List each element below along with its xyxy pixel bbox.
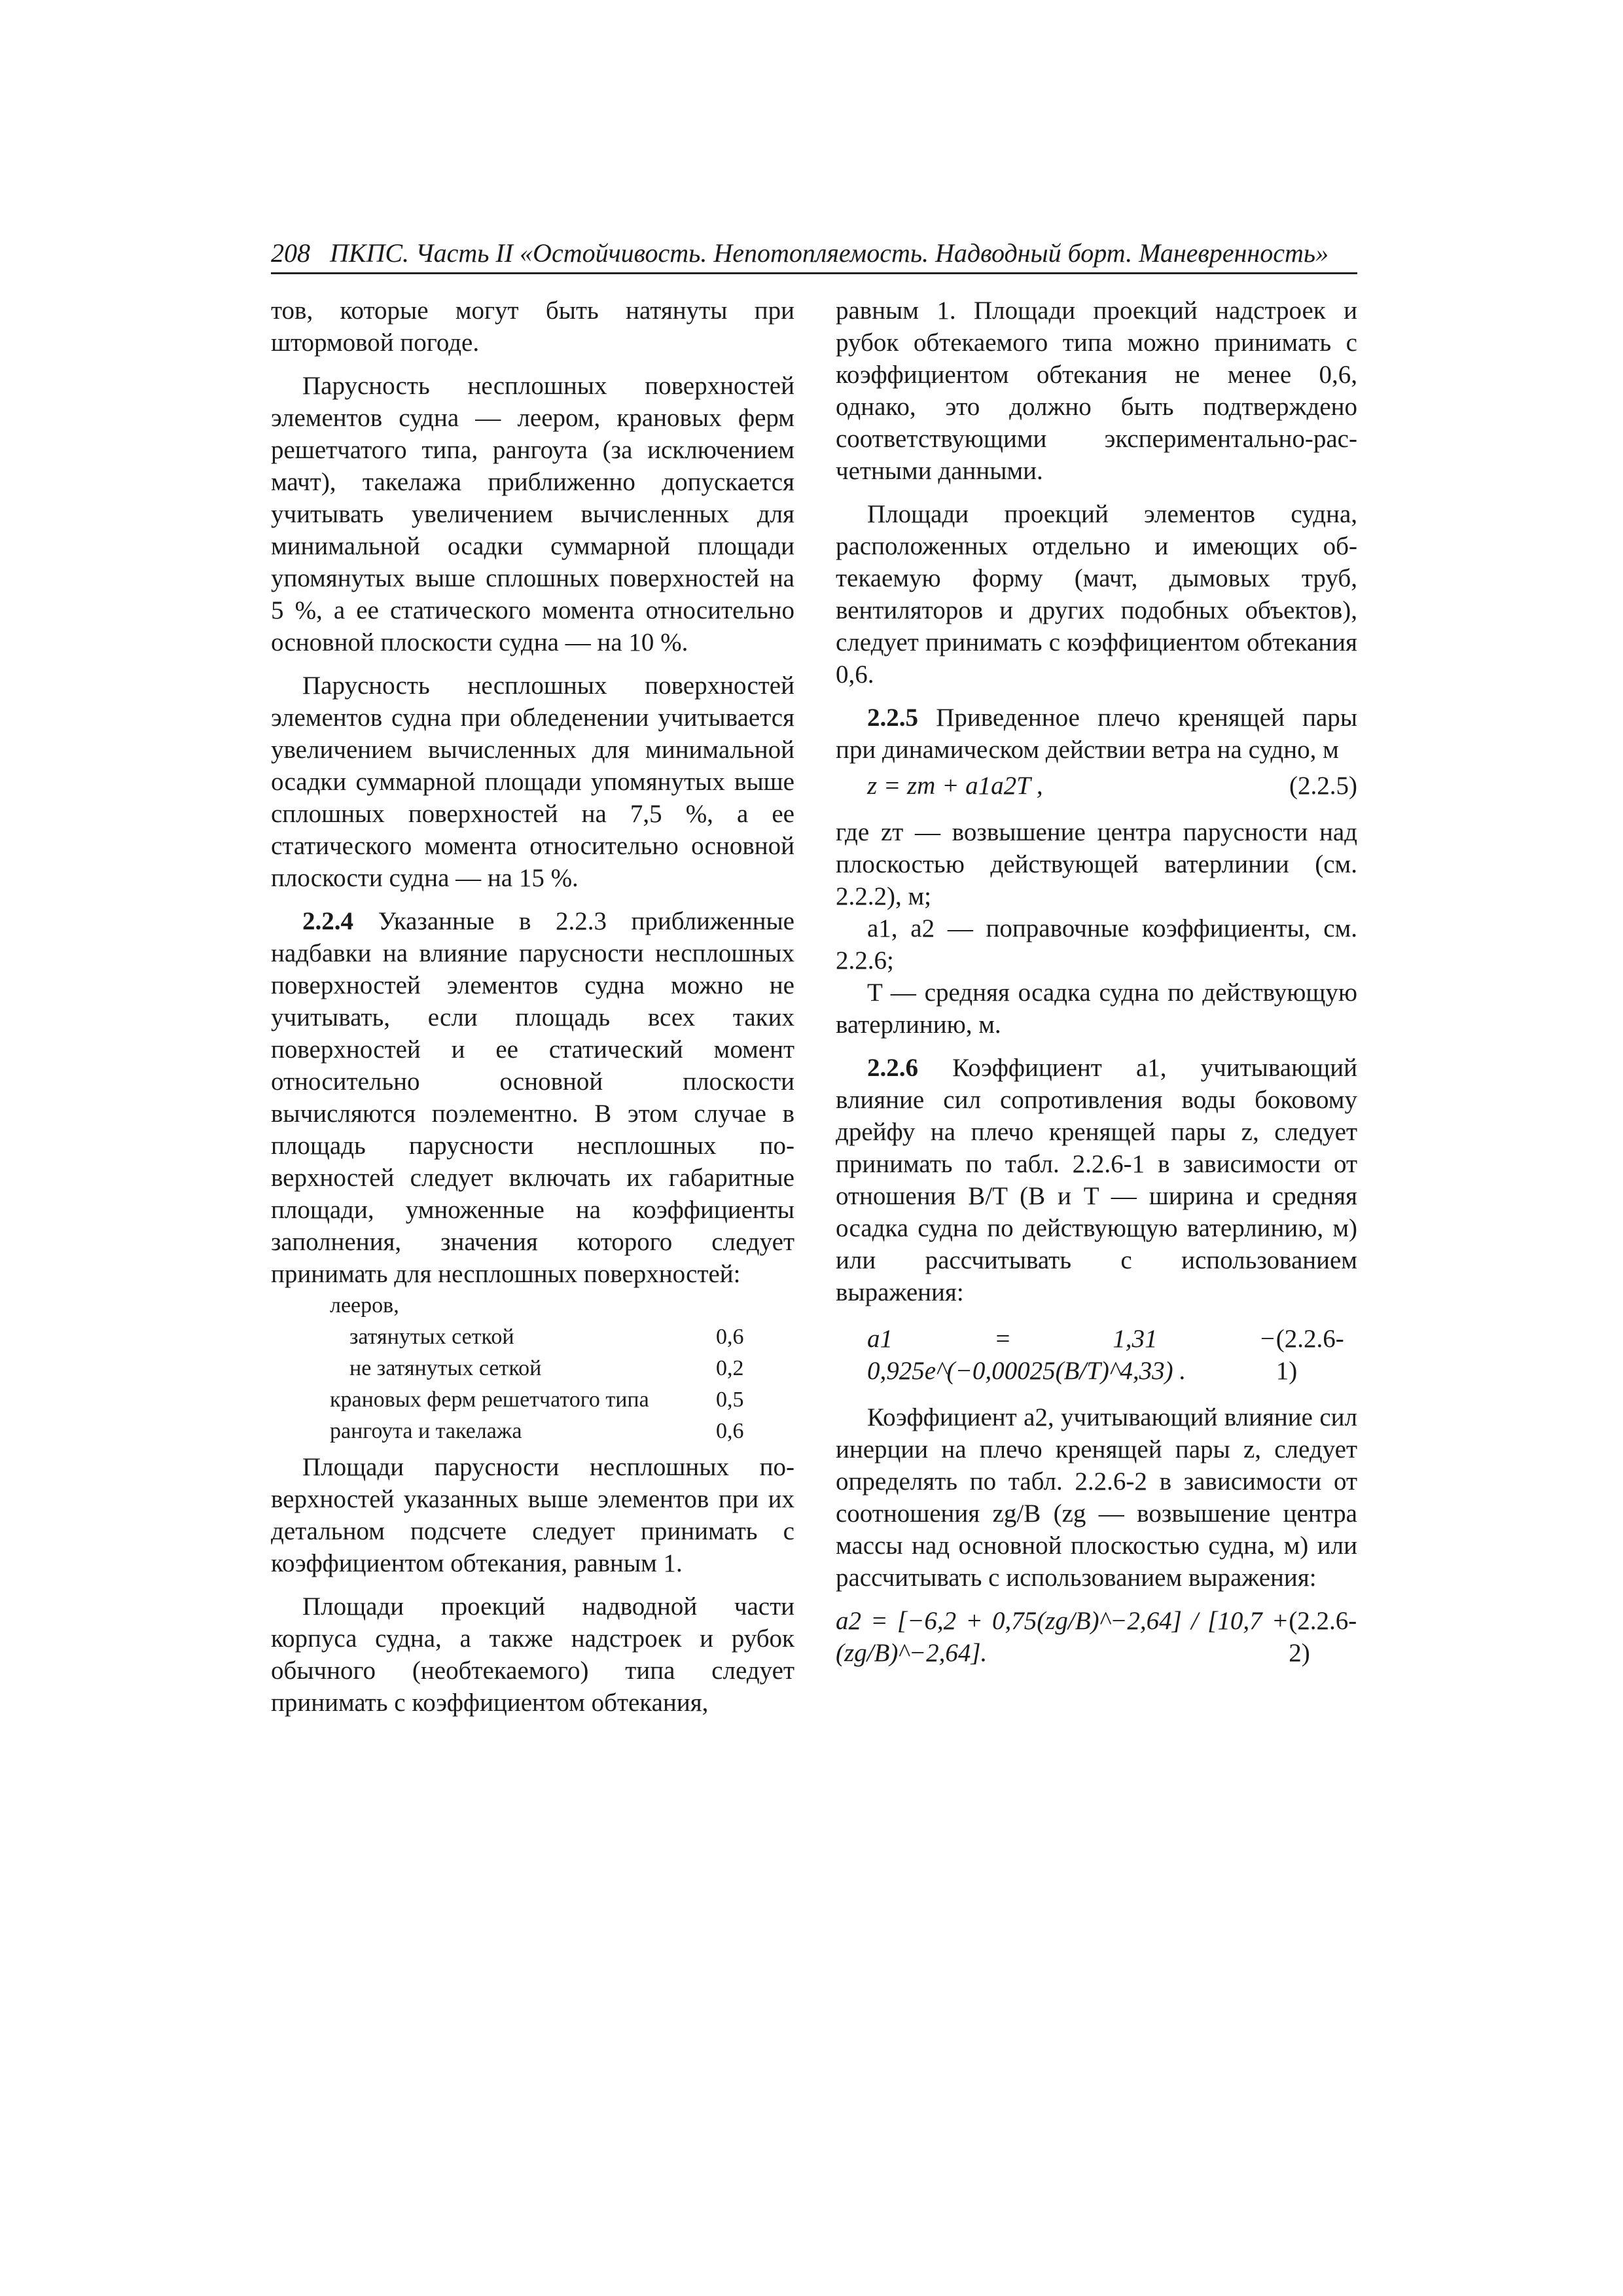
table-row — [271, 1384, 794, 1416]
right-column — [836, 295, 1357, 1683]
table-value: 0,2 — [716, 1356, 744, 1380]
definitions — [836, 816, 1357, 1041]
definition: a1, a2 — поправочные коэффициенты, см. 2.2.6; — [836, 914, 1357, 975]
table-value: 0,5 — [716, 1388, 744, 1412]
paragraph: тов, которые могут быть натянуты при штормовой погоде. — [271, 296, 794, 357]
table-row — [271, 1321, 794, 1353]
table-row — [271, 1416, 794, 1447]
formula-expression: a2 = [−6,2 + 0,75(zg/B)^−2,64] / [10,7 + (zg/B)^−2,64]. — [836, 1607, 1289, 1667]
fill-coefficient-table — [271, 1290, 794, 1447]
section-2-2-5 — [836, 702, 1357, 766]
definition: T — средняя осадка судна по действующую ватерлинию, м. — [836, 978, 1357, 1039]
paragraph: Парусность несплошных поверхностей элементов судна — леером, крановых ферм решетчатого типа, рангоута (за исключением мачт), такелажа приближенно допускается учитывать увеличением вычисленных для минимальной осадки суммарной площади упомянутых выше сплошных поверхностей на 5 %, а ее статического момента относительно основной плоскости судна — на 10 %. — [271, 372, 794, 656]
formula-number: (2.2.6-1) — [1275, 1325, 1344, 1385]
formula-expression: z = zт + a1a2T , — [867, 772, 1043, 800]
formula-2-2-6-1 — [836, 1323, 1357, 1387]
table-label: затянутых сеткой — [349, 1325, 514, 1349]
formula-2-2-5 — [836, 770, 1357, 802]
formula-number: (2.2.6-2) — [1289, 1607, 1357, 1667]
table-row — [271, 1353, 794, 1384]
table-label: не затянутых сеткой — [349, 1356, 542, 1380]
paragraph: Парусность несплошных поверхностей элементов судна при обледенении учитывается увеличением вычисленных для минимальной осадки суммарной площади упомянутых выше сплошных поверхностей на 7,5 %, а ее статического момента относительно основной плоскости судна — на 15 %. — [271, 672, 794, 892]
section-number: 2.2.6 — [867, 1054, 918, 1082]
table-value: 0,6 — [716, 1325, 744, 1349]
left-column — [271, 295, 794, 1730]
formula-number: (2.2.5) — [1289, 772, 1357, 800]
definition: где zт — возвышение центра парусности над плоскостью действующей ватерлинии (см. 2.2.2), м; — [836, 818, 1357, 910]
paragraph-text: Указанные в 2.2.3 приближенные надбавки на влияние парусности несплошных поверхностей элементов судна можно не учитывать, если площадь всех таких поверхностей и ее статический момент относительно основной плоскости вычисляются поэлементно. В этом случае в площадь парусности несплошных поверхностей следует включать их габаритные площади, умноженные на коэффициенты заполнения, значения которого следует принимать для несплошных поверхностей: — [271, 907, 794, 1288]
section-2-2-4 — [271, 905, 794, 1290]
table-label: крановых ферм решетчатого типа — [330, 1388, 649, 1412]
table-group-label: лееров, — [330, 1293, 399, 1318]
paragraph: Коэффициент a2, учитывающий влияние сил инерции на плечо кренящей пары z, следует определять по табл. 2.2.6-2 в зависимости от соотношения zg/B (zg — возвышение центра массы над основной плоскостью судна, м) или рассчитывать с использованием выражения: — [836, 1403, 1357, 1592]
paragraph: Площади проекций элементов судна, расположенных отдельно и имеющих обтекаемую форму (мачт, дымовых труб, вентиляторов и других подобных объектов), следует принимать с коэффициентом обтекания 0,6. — [836, 500, 1357, 689]
table-value: 0,6 — [716, 1419, 744, 1443]
running-title: ПКПС. Часть II «Остойчивость. Непотопляемость. Надводный борт. Маневренность» — [330, 238, 1329, 268]
paragraph: равным 1. Площади проекций надстроек и рубок обтекаемого типа можно принимать с коэффициентом обтекания не менее 0,6, однако, это должно быть подтверждено соответствующими экспериментально-расчетными данными. — [836, 296, 1357, 485]
formula-expression: a1 = 1,31 − 0,925e^(−0,00025(B/T)^4,33) . — [867, 1325, 1276, 1385]
running-header — [271, 238, 1351, 268]
section-number: 2.2.5 — [867, 704, 918, 732]
header-rule — [271, 272, 1357, 274]
table-label: рангоута и такелажа — [330, 1419, 522, 1443]
paragraph-text: Коэффициент a1, учитывающий влияние сил сопротивления воды боковому дрейфу на плечо кренящей пары z, следует принимать по табл. 2.2.6-1 в зависимости от отношения B/T (B и T — ширина и средняя осадка судна по действующую ватерлинию, м) или рассчитывать с использованием выражения: — [836, 1054, 1357, 1306]
section-2-2-6 — [836, 1052, 1357, 1308]
formula-2-2-6-2 — [836, 1605, 1357, 1669]
paragraph-text: Приведенное плечо кренящей пары при динамическом действии ветра на судно, м — [836, 704, 1357, 764]
paragraph: Площади проекций надводной части корпуса судна, а также надстроек и рубок обычного (необтекаемого) типа следует принимать с коэффициентом обтекания, — [271, 1592, 794, 1717]
section-number: 2.2.4 — [302, 907, 353, 935]
paragraph: Площади парусности несплошных поверхностей указанных выше элементов при их детальном подсчете следует принимать с коэффициентом обтекания, равным 1. — [271, 1453, 794, 1577]
page-number: 208 — [271, 238, 310, 268]
